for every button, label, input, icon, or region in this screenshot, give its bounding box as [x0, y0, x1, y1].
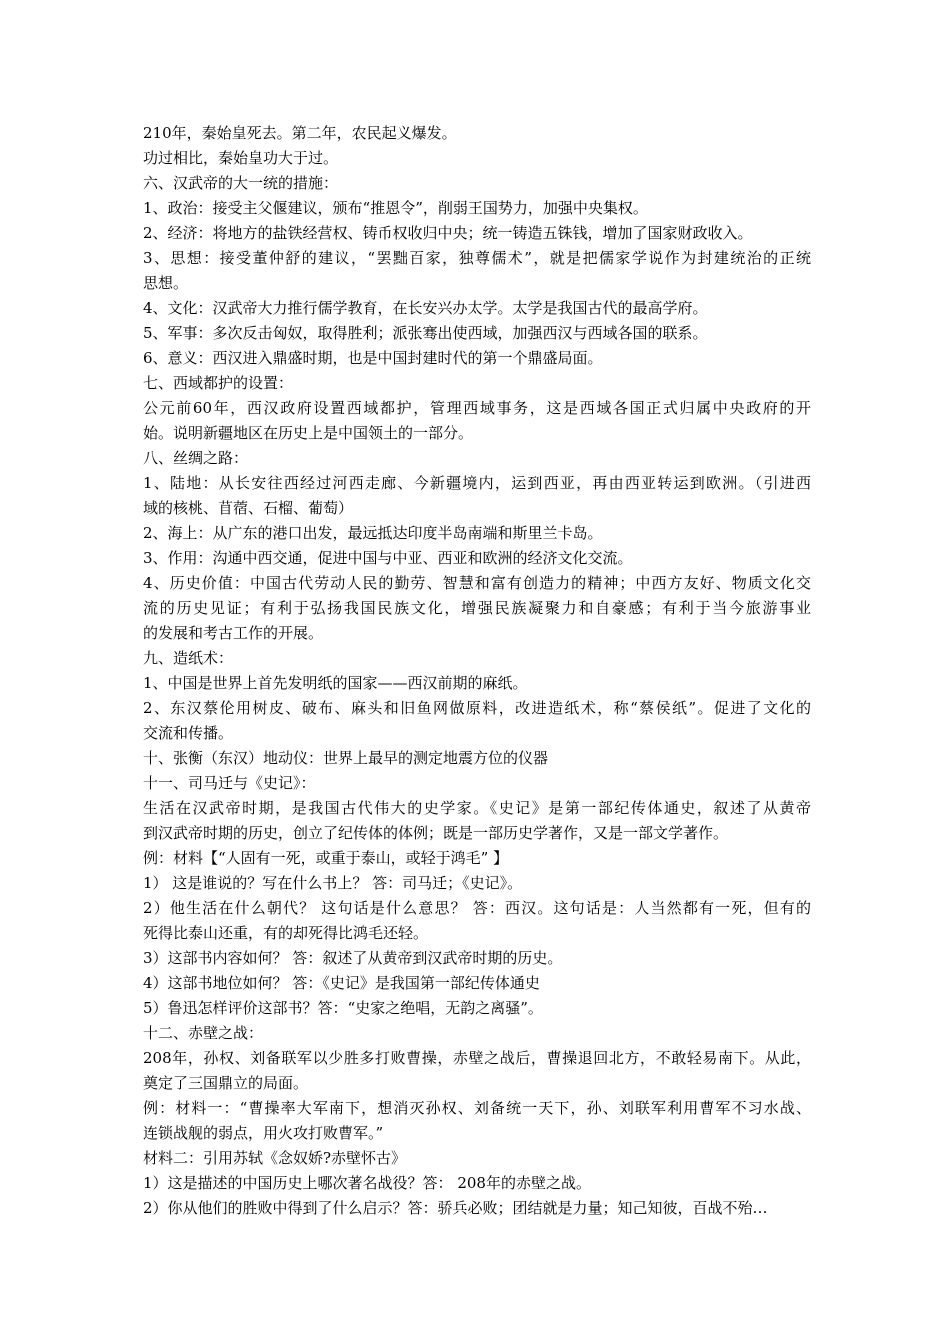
- text-line: 2）你从他们的胜败中得到了什么启示？答：骄兵必败；团结就是力量；知己知彼，百战不殆…: [143, 1199, 768, 1217]
- text-line: 例：材料一：“曹操率大军南下，想消灭孙权、刘备统一天下，孙、刘联军利用曹军不习水战、: [143, 1099, 811, 1117]
- text-line: 思想。: [143, 274, 189, 292]
- text-line: 2）他生活在什么朝代？ 这句话是什么意思？ 答：西汉。这句话是：人当然都有一死，但有的: [143, 899, 811, 917]
- section-heading: 八、丝绸之路：: [143, 449, 249, 467]
- text-line: 1、中国是世界上首先发明纸的国家——西汉前期的麻纸。: [143, 674, 528, 692]
- text-line: 1、政治：接受主父偃建议，颁布“推恩令”，削弱王国势力，加强中央集权。: [143, 199, 648, 217]
- section-heading: 九、造纸术：: [143, 649, 234, 667]
- text-line: 公元前60年，西汉政府设置西域都护，管理西域事务，这是西域各国正式归属中央政府的开: [143, 399, 811, 417]
- text-line: 210年，秦始皇死去。第二年，农民起义爆发。: [143, 124, 457, 142]
- text-line: 交流和传播。: [143, 724, 234, 742]
- text-line: 3）这部书内容如何？ 答：叙述了从黄帝到汉武帝时期的历史。: [143, 949, 563, 967]
- text-line: 连锁战舰的弱点，用火攻打败曹军。”: [143, 1124, 384, 1142]
- text-line: 功过相比，秦始皇功大于过。: [143, 149, 339, 167]
- text-line: 4）这部书地位如何？ 答：《史记》是我国第一部纪传体通史: [143, 974, 540, 992]
- text-line: 4、文化：汉武帝大力推行儒学教育，在长安兴办太学。太学是我国古代的最高学府。: [143, 299, 708, 317]
- text-line: 1） 这是谁说的？写在什么书上？ 答：司马迁；《史记》。: [143, 874, 523, 892]
- text-line: 的发展和考古工作的开展。: [143, 624, 324, 642]
- text-line: 5、军事：多次反击匈奴，取得胜利；派张骞出使西域，加强西汉与西域各国的联系。: [143, 324, 708, 342]
- section-heading: 十一、司马迁与《史记》：: [143, 774, 316, 792]
- section-heading: 十、张衡（东汉）地动仪：世界上最早的测定地震方位的仪器: [143, 749, 549, 767]
- section-heading: 七、西域都护的设置：: [143, 374, 294, 392]
- text-line: 始。说明新疆地区在历史上是中国领土的一部分。: [143, 424, 474, 442]
- text-line: 奠定了三国鼎立的局面。: [143, 1074, 309, 1092]
- text-line: 流的历史见证；有利于弘扬我国民族文化，增强民族凝聚力和自豪感；有利于当今旅游事业: [143, 599, 811, 617]
- section-heading: 六、汉武帝的大一统的措施：: [143, 174, 339, 192]
- text-line: 4、历史价值：中国古代劳动人民的勤劳、智慧和富有创造力的精神；中西方友好、物质文化交: [143, 574, 811, 592]
- text-line: 3、思想：接受董仲舒的建议，“罢黜百家，独尊儒术”，就是把儒家学说作为封建统治的正统: [143, 249, 811, 267]
- text-line: 到汉武帝时期的历史，创立了纪传体的体例；既是一部历史学著作，又是一部文学著作。: [143, 824, 729, 842]
- document-page: [143, 121, 811, 1221]
- text-line: 材料二：引用苏轼《念奴娇?赤壁怀古》: [143, 1149, 407, 1167]
- text-line: 死得比泰山还重，有的却死得比鸿毛还轻。: [143, 924, 429, 942]
- text-line: 2、东汉蔡伦用树皮、破布、麻头和旧鱼网做原料，改进造纸术，称“蔡侯纸”。促进了文化的: [143, 699, 811, 717]
- text-line: 6、意义：西汉进入鼎盛时期，也是中国封建时代的第一个鼎盛局面。: [143, 349, 603, 367]
- text-line: 3、作用：沟通中西交通，促进中国与中亚、西亚和欧洲的经济文化交流。: [143, 549, 633, 567]
- text-line: 生活在汉武帝时期，是我国古代伟大的史学家。《史记》是第一部纪传体通史，叙述了从黄帝: [143, 799, 811, 817]
- text-line: 5）鲁迅怎样评价这部书？答：“史家之绝唱，无韵之离骚”。: [143, 999, 543, 1017]
- text-line: 208年，孙权、刘备联军以少胜多打败曹操，赤壁之战后，曹操退回北方，不敢轻易南下。从此，: [143, 1049, 811, 1067]
- text-line: 2、经济：将地方的盐铁经营权、铸币权收归中央；统一铸造五铢钱，增加了国家财政收入。: [143, 224, 753, 242]
- text-line: 2、海上：从广东的港口出发，最远抵达印度半岛南端和斯里兰卡岛。: [143, 524, 603, 542]
- text-line: 1、陆地：从长安往西经过河西走廊、今新疆境内，运到西亚，再由西亚转运到欧洲。（引进西: [143, 474, 811, 492]
- text-line: 例：材料【“人固有一死，或重于泰山，或轻于鸿毛” 】: [143, 849, 509, 867]
- section-heading: 十二、赤壁之战：: [143, 1024, 264, 1042]
- text-line: 域的核桃、苜蓿、石榴、葡萄）: [143, 499, 354, 517]
- text-line: 1）这是描述的中国历史上哪次著名战役？答： 208年的赤壁之战。: [143, 1174, 591, 1192]
